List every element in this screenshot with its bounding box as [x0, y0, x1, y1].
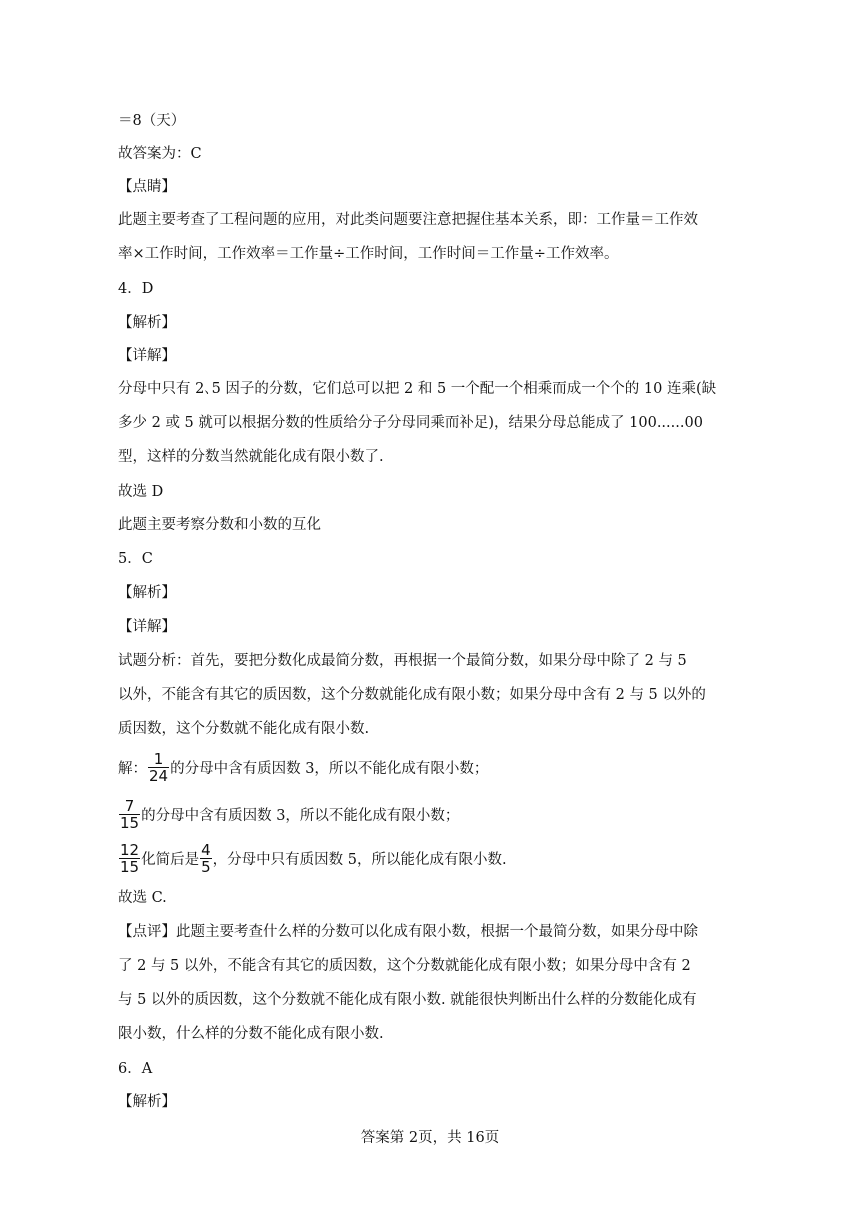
- text-line: 故答案为：C: [118, 146, 202, 162]
- fraction: [119, 842, 140, 875]
- section-heading: 【详解】: [118, 348, 176, 364]
- denominator: 15: [120, 813, 140, 832]
- text-line: 与 5 以外的质因数，这个分数就不能化成有限小数. 就能很快判断出什么样的分数能化成有: [118, 992, 697, 1008]
- text-middle: 化简后是: [141, 851, 200, 868]
- text-line: 此题主要考查了工程问题的应用，对此类问题要注意把握住基本关系，即：工作量＝工作效: [118, 212, 698, 228]
- text-suffix: 的分母中含有质因数 3，所以不能化成有限小数；: [170, 760, 489, 777]
- fraction: [200, 842, 212, 875]
- text-line: 故选 D: [118, 484, 164, 500]
- numerator: 12: [120, 840, 140, 859]
- text-line: 了 2 与 5 以外，不能含有其它的质因数，这个分数就能化成有限小数；如果分母中含有 2: [118, 958, 691, 974]
- text-line: 以外，不能含有其它的质因数，这个分数就能化成有限小数；如果分母中含有 2 与 5 以外的: [118, 687, 706, 703]
- text-line: ＝8（天）: [118, 113, 186, 129]
- text-line: 多少 2 或 5 就可以根据分数的性质给分子分母同乘而补足)，结果分母总能成了 100......00: [118, 415, 703, 431]
- numerator: 7: [119, 798, 140, 815]
- section-heading: 【点睛】: [118, 179, 176, 195]
- fraction: [148, 751, 169, 784]
- text-line: 限小数，什么样的分数不能化成有限小数.: [118, 1026, 384, 1042]
- section-heading: 【解析】: [118, 585, 176, 601]
- text-line: 分母中只有 2､5 因子的分数，它们总可以把 2 和 5 一个配一个相乘而成一个个的 10 连乘(缺: [118, 381, 717, 397]
- question-number: 4．D: [118, 281, 154, 297]
- fraction-line: [118, 838, 740, 878]
- text-line: 型，这样的分数当然就能化成有限小数了.: [118, 449, 384, 465]
- text-line: 试题分析：首先，要把分数化成最简分数，再根据一个最简分数，如果分母中除了 2 与 5: [118, 653, 687, 669]
- section-heading: 【解析】: [118, 1094, 176, 1110]
- question-number: 6．A: [118, 1061, 153, 1077]
- text-line: 【点评】此题主要考查什么样的分数可以化成有限小数，根据一个最简分数，如果分母中除: [118, 924, 698, 940]
- text-line: 此题主要考察分数和小数的互化: [118, 517, 321, 533]
- question-number: 5．C: [118, 551, 153, 567]
- fraction-line: [118, 747, 740, 787]
- fraction-line: [118, 794, 740, 834]
- numerator: 1: [148, 751, 169, 768]
- denominator: 15: [120, 857, 140, 876]
- numerator: 4: [201, 840, 211, 859]
- denominator: 24: [149, 766, 169, 785]
- text-line: 质因数，这个分数就不能化成有限小数.: [118, 721, 370, 737]
- text-line: 故选 C.: [118, 890, 167, 906]
- denominator: 5: [201, 857, 211, 876]
- text-suffix: ，分母中只有质因数 5，所以能化成有限小数.: [212, 851, 507, 868]
- text-prefix: 解：: [118, 760, 147, 777]
- section-heading: 【解析】: [118, 315, 176, 331]
- text-line: 率×工作时间，工作效率＝工作量÷工作时间，工作时间＝工作量÷工作效率。: [118, 246, 619, 262]
- page-footer: 答案第 2页，共 16页: [360, 1130, 500, 1146]
- section-heading: 【详解】: [118, 619, 176, 635]
- fraction: [119, 798, 140, 831]
- text-suffix: 的分母中含有质因数 3，所以不能化成有限小数；: [141, 807, 460, 824]
